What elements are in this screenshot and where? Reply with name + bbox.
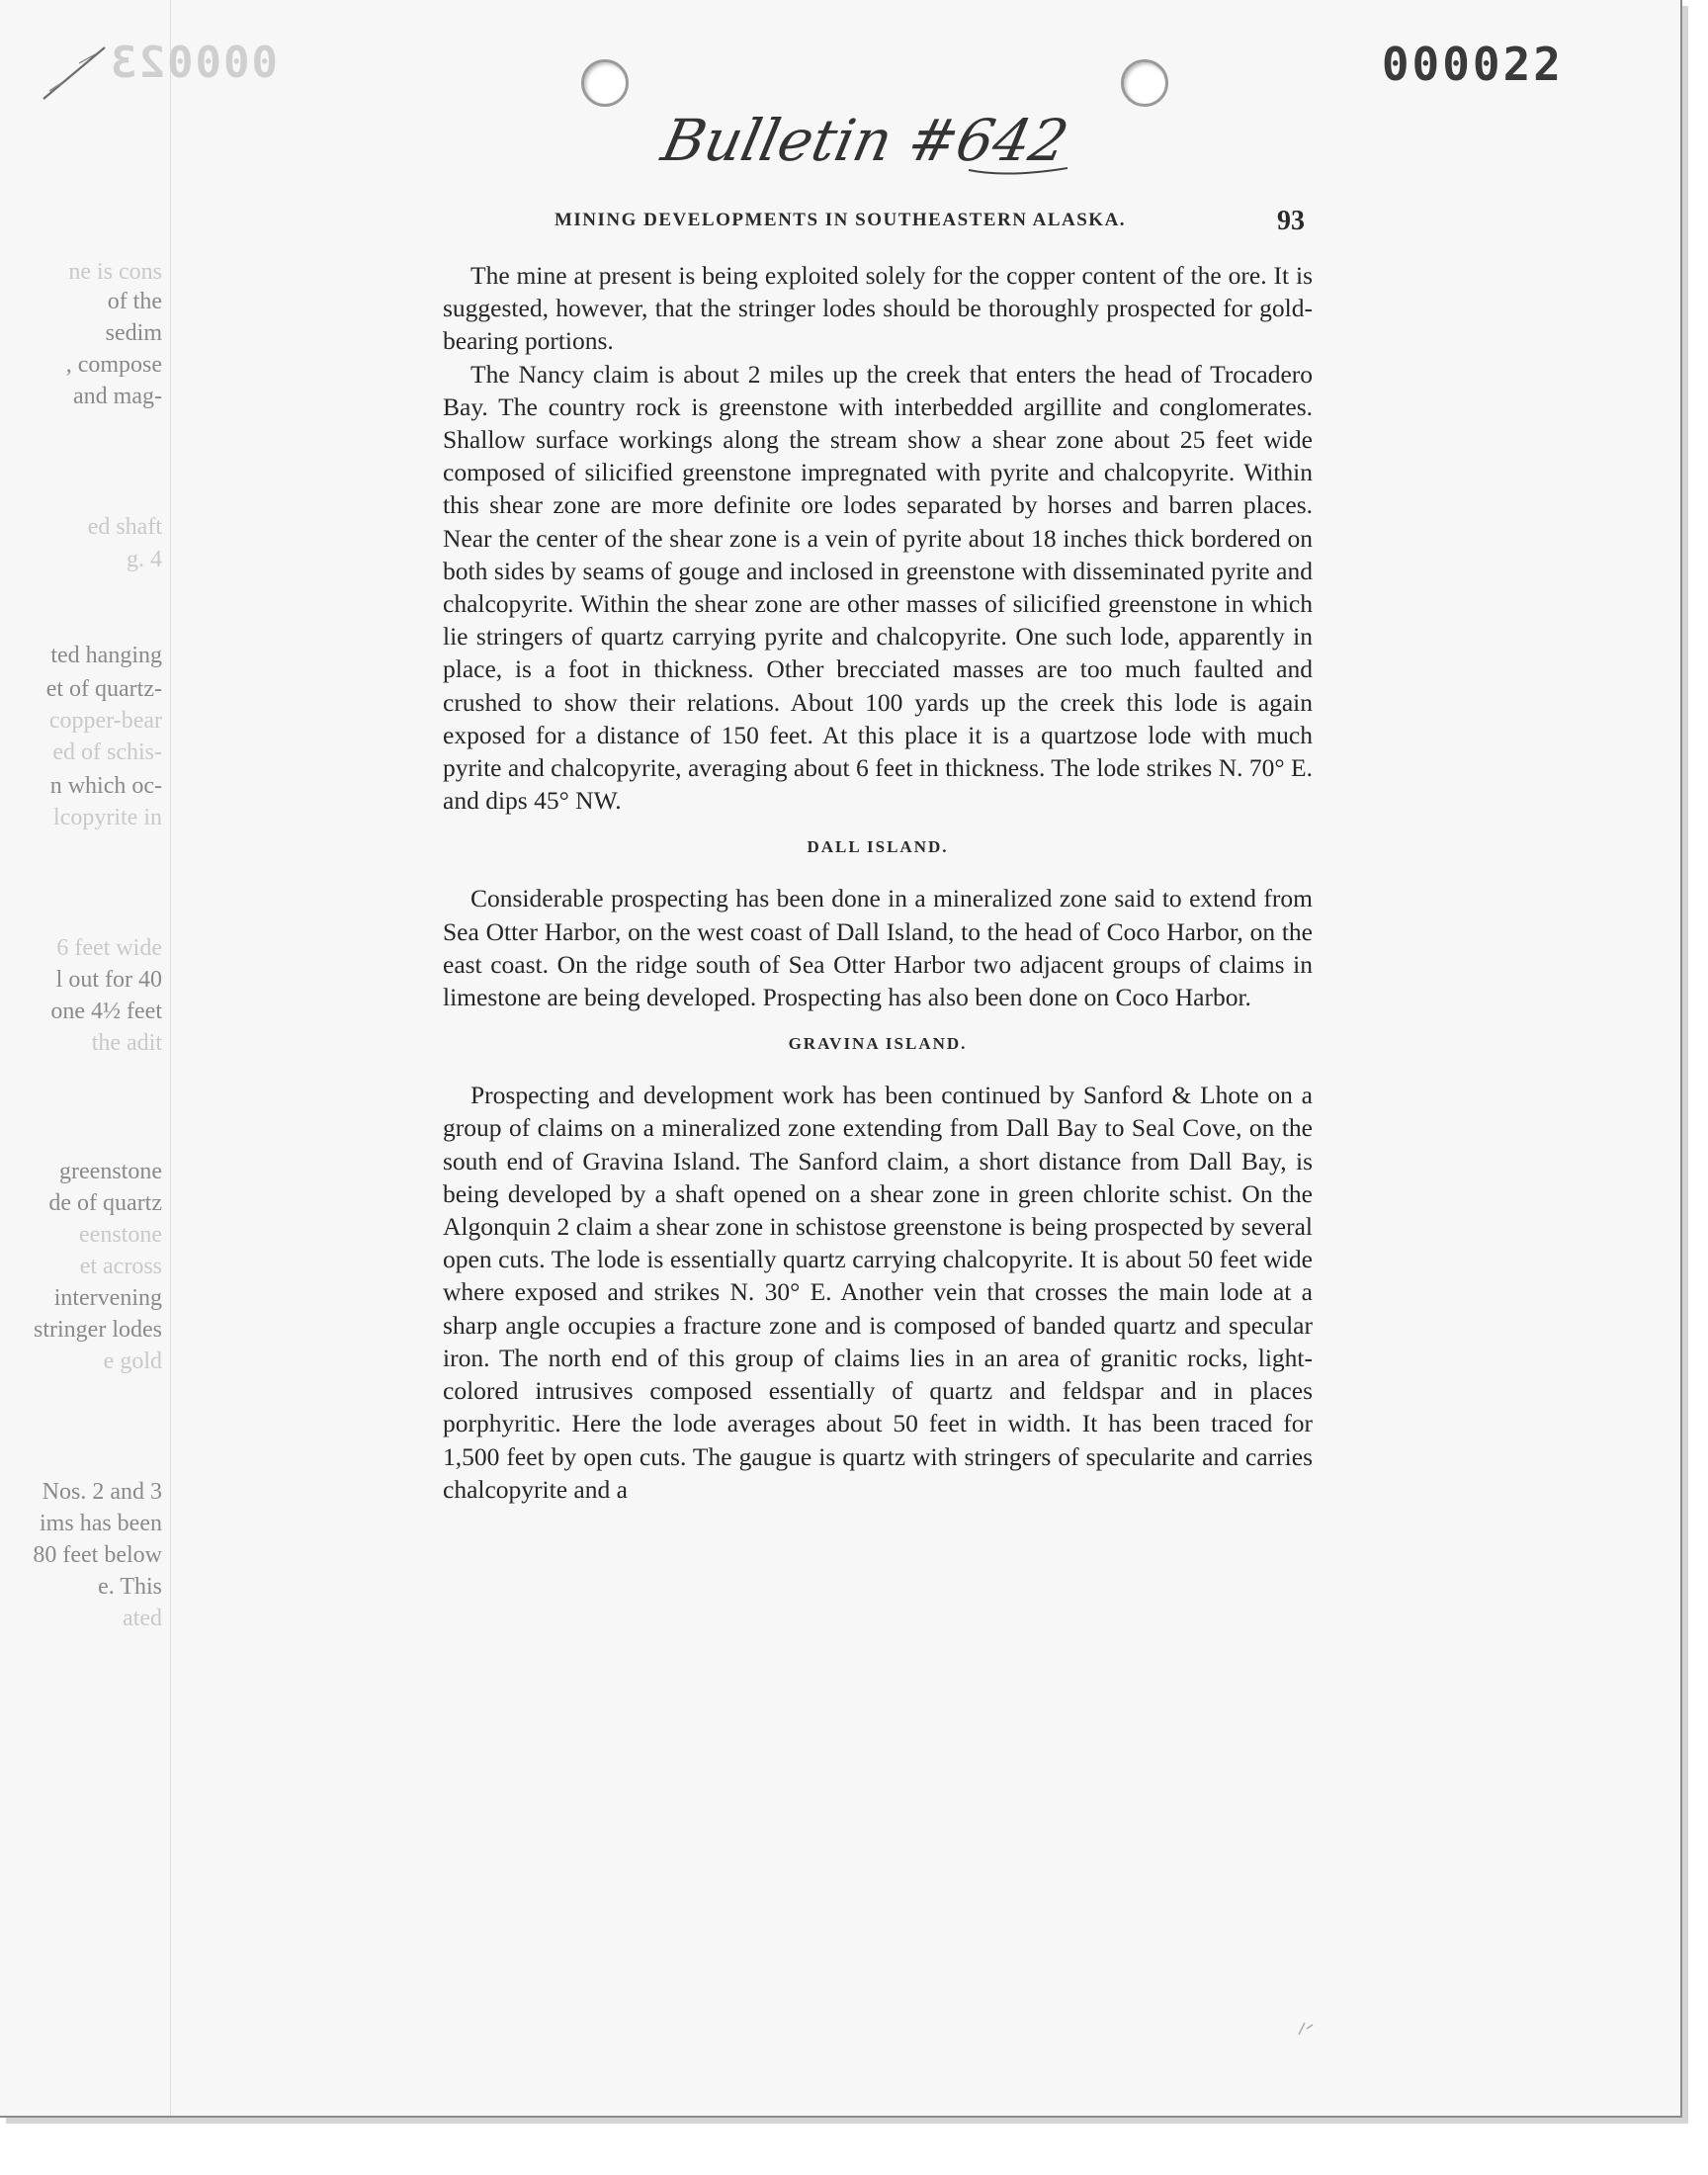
previous-page-fragment: ated [123,1606,162,1631]
previous-page-fragment: ne is cons [68,259,162,285]
pencil-mark [40,44,109,107]
section-heading-gravina-island: GRAVINA ISLAND. [788,1034,968,1054]
previous-page-fragment: ed of schis- [52,740,162,765]
handwritten-note [655,99,1087,192]
section-heading-dall-island: DALL ISLAND. [807,837,949,857]
previous-page-fragment: ed shaft [87,514,162,540]
paragraph: The mine at present is being exploited solely for the copper content of the ore. It is suggested, however, that the stringer lodes should be thoroughly prospected for gold-bearing portions. [443,261,1313,356]
previous-page-fragment: e gold [103,1348,162,1374]
previous-page-fragment: l out for 40 [55,967,162,993]
previous-page-fragment: the adit [91,1030,162,1056]
previous-page-fragment: sedim [105,320,162,346]
previous-page-fragment: et of quartz- [45,676,162,702]
previous-page-fragment: n which oc- [49,773,162,799]
previous-page-fragment: ted hanging [50,643,162,668]
previous-page-fragment: 6 feet wide [56,935,162,961]
paragraph: The Nancy claim is about 2 miles up the creek that enters the head of Trocadero Bay. The country rock is greenstone with interbedded argillite and conglomerates. Shallow surface workings along the stream show a shear zone about 25 feet wide composed of silicified greenstone impregnated with pyrite and chalcopyrite. Within this shear zone are more definite ore lodes separated by horses and barren places. Near the center of the shear zone is a vein of pyrite about 18 inches thick bordered on both sides by seams of gouge and inclosed in greenstone with disseminated pyrite and chalcopyrite. Within the shear zone are other masses of silicified greenstone in which lie stringers of quartz carrying pyrite and chalcopyrite. One such lode, apparently in place, is a foot in thickness. Other brecciated masses are too much faulted and crushed to show their relations. About 100 yards up the creek this lode is again exposed for a distance of 150 feet. At this place it is a quartzose lode with much pyrite and chalcopyrite, averaging about 6 feet in thickness. The lode strikes N. 70° E. and dips 45° NW. [443,359,1313,816]
previous-page-fragment: one 4½ feet [50,999,162,1024]
previous-page-fragment: eenstone [79,1222,162,1248]
previous-page-fragment: copper-bear [48,708,162,734]
previous-page-fragment: Nos. 2 and 3 [42,1479,162,1505]
paragraph: Considerable prospecting has been done in a mineralized zone said to extend from Sea Otter Harbor, on the west coast of Dall Island, to the head of Coco Harbor, on the east coast. On the ridge south of Sea Otter Harbor two adjacent groups of claims in limestone are being developed. Prospecting has also been done on Coco Harbor. [443,884,1313,1012]
running-title: MINING DEVELOPMENTS IN SOUTHEASTERN ALASKA. [554,210,1127,230]
previous-page-fragment: and mag- [73,384,162,409]
page-number: 93 [1277,206,1305,236]
stamp-number: 000022 [1381,38,1564,91]
previous-page-fragment: de of quartz [48,1190,162,1216]
previous-page-fragment: ims has been [40,1511,162,1536]
running-head [445,206,1305,245]
previous-page-fragment: 80 feet below [33,1542,162,1568]
previous-page-fragment: intervening [53,1285,162,1311]
punch-hole [581,59,629,107]
paragraph: Prospecting and development work has been continued by Sanford & Lhote on a group of claims on a mineralized zone extending from Dall Bay to Seal Cove, on the south end of Gravina Island. The Sanford claim, a short distance from Dall Bay, is being developed by a shaft opened on a shear zone in green chlorite schist. On the Algonquin 2 claim a shear zone in schistose greenstone is being prospected by several open cuts. The lode is essentially quartz carrying chalcopyrite. It is about 50 feet wide where exposed and strikes N. 30° E. Another vein that crosses the main lode at a sharp angle occupies a fracture zone and is composed of banded quartz and specular iron. The north end of this group of claims lies in an area of granitic rocks, light-colored intrusives composed essentially of quartz and feldspar and in places porphyritic. Here the lode averages about 50 feet in width. It has been traced for 1,500 feet by open cuts. The gaugue is quartz with stringers of specularite and carries chalcopyrite and a [443,1081,1313,1504]
previous-page-fragment: g. 4 [127,547,162,572]
corner-mark [1295,2015,1319,2044]
previous-page-fragment: e. This [98,1574,162,1600]
previous-page-edge [0,0,278,2116]
previous-page-fragment: lcopyrite in [53,805,162,830]
previous-page-fragment: , compose [65,352,162,378]
previous-page-stamp-number: 000023 [109,38,278,88]
handwritten-note-text: Bulletin #642 [655,107,1074,174]
previous-page-fragment: et across [79,1254,162,1279]
body-text [443,259,1313,1506]
previous-page-fragment: greenstone [59,1159,162,1184]
punch-hole [1121,59,1168,107]
previous-page-fragment: of the [107,289,162,314]
previous-page-fragment: stringer lodes [34,1317,162,1343]
